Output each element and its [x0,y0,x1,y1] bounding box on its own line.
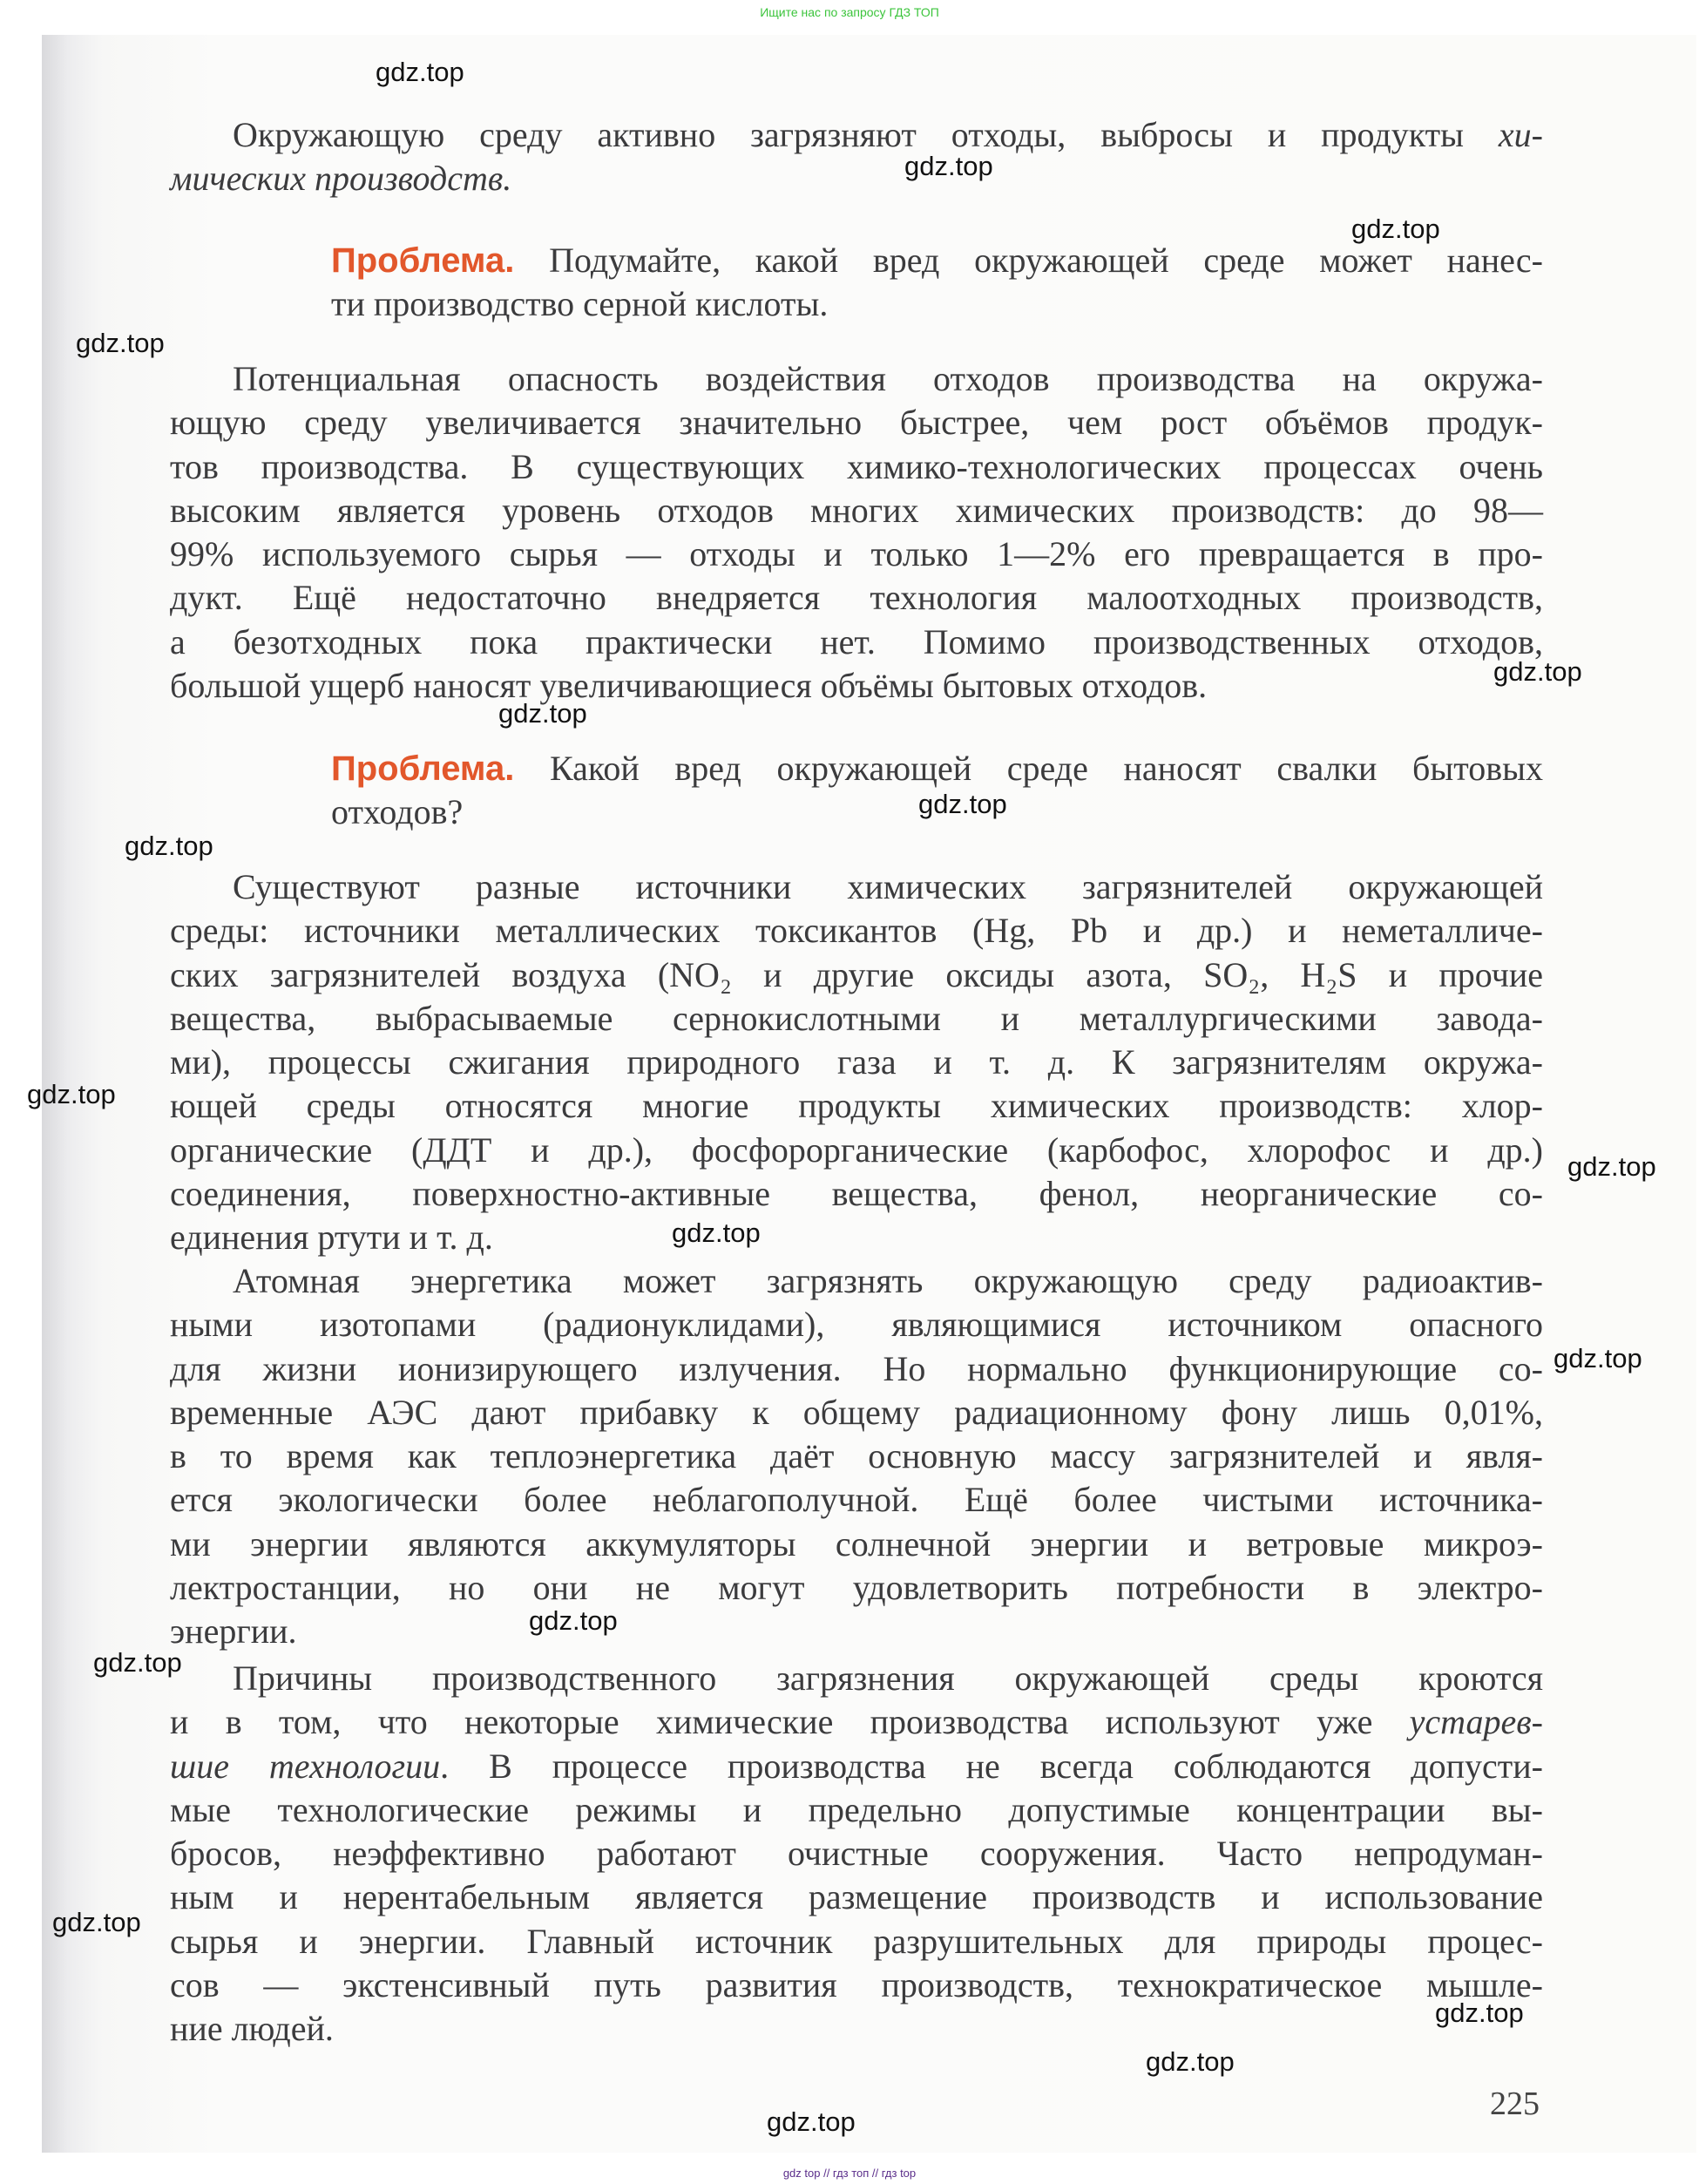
text-segment: среды: источники металлических токсикантов (Hg, Pb и др.) и неметалличе- [170,911,1543,951]
page-number: 225 [1490,2086,1540,2122]
text-segment: Существуют разные источники химических загрязнителей окружающей [233,867,1543,906]
watermark: gdz.top [672,1217,761,1248]
text-line [170,532,1543,576]
text-line [170,1700,1543,1744]
text-segment: для жизни ионизирующего излучения. Но нормально функционирующие со- [170,1348,1543,1388]
paragraph [170,1657,1543,2052]
text-line [170,1964,1543,2007]
text-segment: единения ртути и т. д. [170,1217,493,1258]
text-line [170,1041,1543,1084]
problem-block [331,239,1543,327]
watermark: gdz.top [27,1079,116,1109]
text-line [170,1566,1543,1610]
text-segment: Какой вред окружающей среде наносят свалки бытовых [514,749,1543,788]
text-line [170,997,1543,1041]
watermark: gdz.top [904,151,993,181]
text-line [170,1435,1543,1478]
text-segment: отходов? [331,792,464,832]
text-line [170,2007,1543,2051]
text-segment: ными изотопами (радионуклидами), являющимися источником опасного [170,1305,1543,1345]
text-segment: ние людей. [170,2009,334,2049]
text-segment: сырья и энергии. Главный источник разрушительных для природы процес- [170,1921,1543,1961]
text-segment: временные АЭС дают прибавку к общему радиационному фону лишь 0,01%, [170,1392,1543,1432]
text-segment: ми энергии являются аккумуляторы солнечной энергии и ветровые микроэ- [170,1523,1543,1563]
paragraph [170,865,1543,1260]
text-line [170,664,1543,708]
text-line [331,747,1543,790]
text-segment: тов производства. В существующих химико-технологических процессах очень [170,446,1543,486]
text-line [170,1216,1543,1259]
text-segment: высоким является уровень отходов многих химических производств: до 98— [170,490,1543,530]
text-line [331,282,1543,326]
watermark: gdz.top [1493,656,1582,687]
header-note: Ищите нас по запросу ГДЗ ТОП [760,5,939,19]
paragraph [170,1259,1543,1654]
text-segment: 99% используемого сырья — отходы и только 1—2% его превращается в про- [170,534,1543,574]
text-segment: а безотходных пока практически нет. Помимо производственных отходов, [170,621,1543,661]
text-line [170,1084,1543,1128]
text-segment: органические (ДДТ и др.), фосфорорганические (карбофос, хлорофос и др.) [170,1129,1543,1170]
text-line [170,953,1543,997]
text-line [170,1788,1543,1832]
watermark: gdz.top [125,831,213,861]
text-line [170,1920,1543,1964]
watermark: gdz.top [498,698,587,729]
text-segment: мые технологические режимы и предельно допустимые концентрации вы- [170,1789,1543,1829]
text-line [170,401,1543,444]
text-line [170,1172,1543,1216]
text-segment: ских загрязнителей воздуха (NO₂ и другие оксиды азота, SO₂, H₂S и прочие [170,954,1543,994]
watermark: gdz.top [76,328,165,358]
text-line [331,239,1543,282]
text-line [170,1875,1543,1919]
text-line [170,1259,1543,1303]
watermark: gdz.top [93,1647,182,1678]
paragraph [170,113,1543,201]
watermark: gdz.top [376,57,464,87]
text-segment: ти производство серной кислоты. [331,284,829,324]
watermark: gdz.top [1567,1151,1656,1182]
text-line [170,445,1543,489]
text-line [170,113,1543,157]
watermark: gdz.top [918,789,1007,819]
text-segment: бросов, неэффективно работают очистные сооружения. Часто непродуман- [170,1834,1543,1874]
text-line [170,909,1543,953]
watermark: gdz.top [1435,1997,1524,2028]
footer-note: gdz top // гдз топ // гдз top [782,2167,917,2180]
text-line [170,576,1543,620]
text-segment: Потенциальная опасность воздействия отходов производства на окружа- [233,359,1543,398]
text-segment: мических производств. [170,159,512,199]
text-line [170,1832,1543,1875]
text-line [170,489,1543,532]
text-segment: ми), процессы сжигания природного газа и т. д. К загрязнителям окружа- [170,1042,1543,1082]
problem-label: Проблема. [331,749,515,788]
watermark: gdz.top [1146,2046,1235,2077]
text-segment: сов — экстенсивный путь развития производств, технократическое мышле- [170,1965,1543,2005]
text-segment: в то время как теплоэнергетика даёт основную массу загрязнителей и явля- [170,1436,1543,1476]
text-segment: Атомная энергетика может загрязнять окружающую среду радиоактив- [233,1261,1543,1300]
text-segment: дукт. Ещё недостаточно внедряется технология малоотходных производств, [170,578,1543,618]
paragraph [170,357,1543,708]
text-segment: ющую среду увеличивается значительно быстрее, чем рост объёмов продук- [170,403,1543,443]
text-line [170,1657,1543,1700]
text-line [170,357,1543,401]
text-segment: устарев- [1409,1702,1543,1742]
text-segment: ным и нерентабельным является размещение производств и использование [170,1877,1543,1917]
text-segment: вещества, выбрасываемые сернокислотными и металлургическими завода- [170,998,1543,1038]
text-line [170,1129,1543,1172]
text-segment: ется экологически более неблагополучной. Ещё более чистыми источника- [170,1480,1543,1520]
text-line [170,865,1543,909]
watermark: gdz.top [767,2106,856,2137]
text-line [170,1303,1543,1346]
text-line [170,157,1543,200]
text-segment: большой ущерб наносят увеличивающиеся объёмы бытовых отходов. [170,666,1208,706]
text-line [170,1610,1543,1653]
watermark: gdz.top [1351,214,1440,244]
text-segment: хи- [1498,115,1543,154]
text-segment: Причины производственного загрязнения окружающей среды кроются [233,1658,1543,1698]
text-segment: . В процессе производства не всегда соблюдаются допусти- [440,1746,1543,1786]
text-segment: ющей среды относятся многие продукты химических производств: хлор- [170,1086,1543,1126]
text-line [170,621,1543,664]
text-segment: Окружающую среду активно загрязняют отходы, выбросы и продукты [233,115,1499,154]
text-line [170,1391,1543,1435]
text-line [170,1478,1543,1522]
problem-label: Проблема. [331,241,515,280]
watermark: gdz.top [52,1907,141,1937]
text-segment: лектростанции, но они не могут удовлетворить потребности в электро- [170,1568,1543,1608]
text-line [170,1347,1543,1391]
text-line [170,1745,1543,1788]
text-segment: энергии. [170,1611,297,1652]
text-segment: и в том, что некоторые химические производства используют уже [170,1702,1410,1742]
text-segment: шие технологии [170,1746,441,1786]
watermark: gdz.top [529,1605,618,1636]
text-segment: Подумайте, какой вред окружающей среде может нанес- [514,241,1543,280]
text-segment: соединения, поверхностно-активные вещества, фенол, неорганические со- [170,1174,1543,1214]
text-line [170,1523,1543,1566]
watermark: gdz.top [1553,1343,1642,1373]
